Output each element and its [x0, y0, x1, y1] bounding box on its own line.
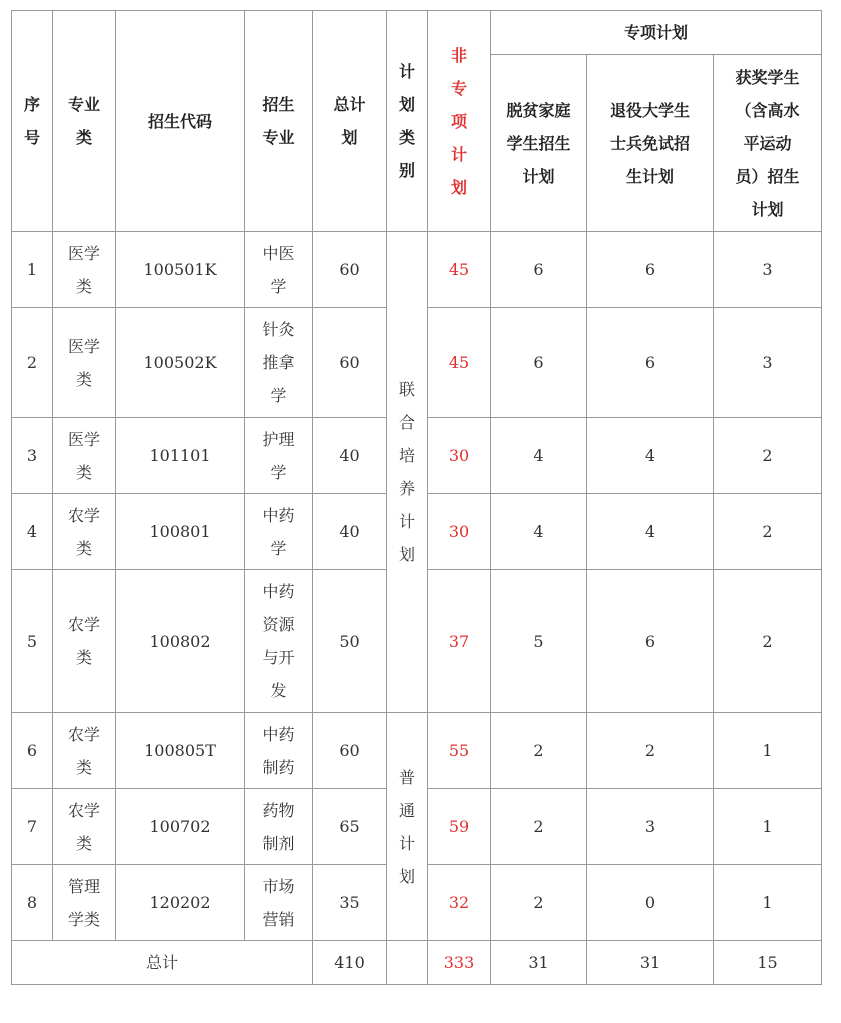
cell-major: 市场营销: [245, 865, 313, 941]
cell-code: 120202: [116, 865, 245, 941]
header-row-1: [12, 11, 822, 55]
cell-seq: 4: [12, 494, 53, 570]
cell-total: 60: [313, 713, 387, 789]
table-row: [12, 232, 822, 308]
cell-total: 60: [313, 232, 387, 308]
cell-non-special: 55: [428, 713, 491, 789]
cell-total: 40: [313, 494, 387, 570]
header-major: 招生专业: [245, 11, 313, 232]
table-row: [12, 713, 822, 789]
cell-major: 中药资源与开发: [245, 570, 313, 713]
cell-category: 农学类: [53, 789, 116, 865]
cell-seq: 6: [12, 713, 53, 789]
cell-poverty: 6: [491, 308, 587, 418]
cell-code: 100802: [116, 570, 245, 713]
cell-poverty: 2: [491, 789, 587, 865]
cell-veteran: 2: [587, 713, 714, 789]
cell-non-special: 30: [428, 494, 491, 570]
cell-code: 100702: [116, 789, 245, 865]
cell-seq: 7: [12, 789, 53, 865]
totals-non-special: 333: [428, 941, 491, 985]
header-veteran: 退役大学生士兵免试招生计划: [587, 55, 714, 232]
header-code: 招生代码: [116, 11, 245, 232]
cell-veteran: 6: [587, 232, 714, 308]
header-total: 总计划: [313, 11, 387, 232]
totals-row: [12, 941, 822, 985]
cell-award: 3: [714, 308, 822, 418]
cell-poverty: 6: [491, 232, 587, 308]
cell-major: 护理学: [245, 418, 313, 494]
cell-non-special: 45: [428, 308, 491, 418]
cell-veteran: 6: [587, 308, 714, 418]
cell-category: 农学类: [53, 713, 116, 789]
cell-major: 针灸推拿学: [245, 308, 313, 418]
cell-total: 40: [313, 418, 387, 494]
cell-poverty: 4: [491, 418, 587, 494]
cell-code: 100502K: [116, 308, 245, 418]
cell-category: 医学类: [53, 308, 116, 418]
cell-major: 中药制药: [245, 713, 313, 789]
cell-non-special: 37: [428, 570, 491, 713]
cell-non-special: 30: [428, 418, 491, 494]
cell-non-special: 32: [428, 865, 491, 941]
cell-non-special: 45: [428, 232, 491, 308]
cell-veteran: 4: [587, 418, 714, 494]
header-special: 专项计划: [491, 11, 822, 55]
cell-code: 101101: [116, 418, 245, 494]
totals-label: 总计: [12, 941, 313, 985]
cell-veteran: 4: [587, 494, 714, 570]
cell-poverty: 5: [491, 570, 587, 713]
cell-code: 100501K: [116, 232, 245, 308]
cell-poverty: 4: [491, 494, 587, 570]
header-plan-type: 计划类别: [387, 11, 428, 232]
cell-total: 35: [313, 865, 387, 941]
cell-seq: 8: [12, 865, 53, 941]
header-seq: 序号: [12, 11, 53, 232]
cell-poverty: 2: [491, 713, 587, 789]
header-non-special: 非专项计划: [428, 11, 491, 232]
cell-poverty: 2: [491, 865, 587, 941]
totals-plan-type: [387, 941, 428, 985]
cell-veteran: 3: [587, 789, 714, 865]
cell-plan-type-joint: 联合培养计划: [387, 232, 428, 713]
totals-poverty: 31: [491, 941, 587, 985]
cell-award: 2: [714, 494, 822, 570]
totals-award: 15: [714, 941, 822, 985]
header-award: 获奖学生（含高水平运动员）招生计划: [714, 55, 822, 232]
cell-category: 农学类: [53, 494, 116, 570]
cell-major: 中医学: [245, 232, 313, 308]
cell-veteran: 6: [587, 570, 714, 713]
cell-veteran: 0: [587, 865, 714, 941]
cell-seq: 2: [12, 308, 53, 418]
header-poverty: 脱贫家庭学生招生计划: [491, 55, 587, 232]
cell-award: 3: [714, 232, 822, 308]
cell-award: 1: [714, 789, 822, 865]
cell-non-special: 59: [428, 789, 491, 865]
totals-veteran: 31: [587, 941, 714, 985]
totals-total: 410: [313, 941, 387, 985]
cell-total: 50: [313, 570, 387, 713]
cell-award: 1: [714, 865, 822, 941]
header-category: 专业类: [53, 11, 116, 232]
cell-category: 医学类: [53, 418, 116, 494]
cell-category: 医学类: [53, 232, 116, 308]
cell-total: 65: [313, 789, 387, 865]
cell-code: 100801: [116, 494, 245, 570]
cell-award: 2: [714, 418, 822, 494]
cell-award: 2: [714, 570, 822, 713]
cell-award: 1: [714, 713, 822, 789]
cell-total: 60: [313, 308, 387, 418]
cell-category: 管理学类: [53, 865, 116, 941]
enrollment-plan-table: [11, 10, 822, 985]
cell-code: 100805T: [116, 713, 245, 789]
cell-major: 药物制剂: [245, 789, 313, 865]
cell-major: 中药学: [245, 494, 313, 570]
cell-plan-type-regular: 普通计划: [387, 713, 428, 941]
cell-seq: 3: [12, 418, 53, 494]
cell-category: 农学类: [53, 570, 116, 713]
cell-seq: 1: [12, 232, 53, 308]
cell-seq: 5: [12, 570, 53, 713]
